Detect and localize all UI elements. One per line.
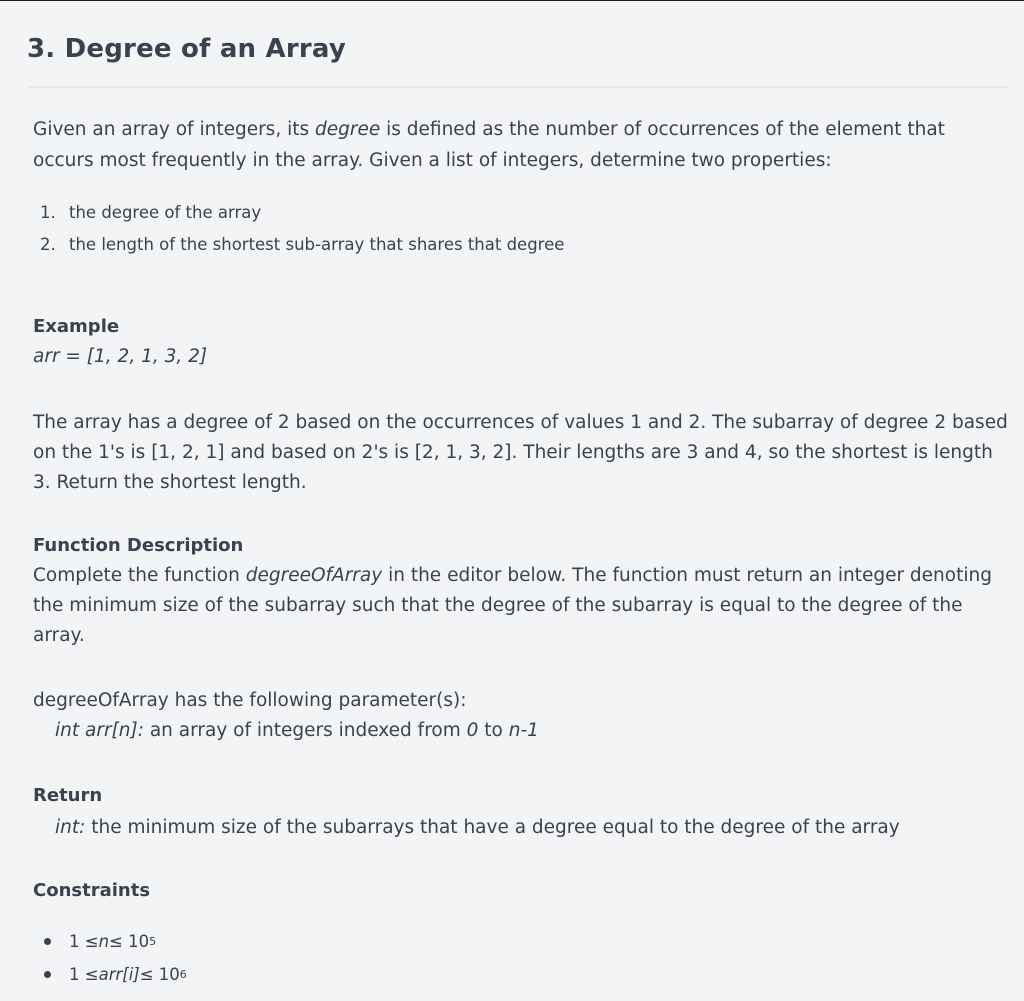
params-intro: degreeOfArray has the following parameter(s): xyxy=(33,690,467,711)
return-desc: the minimum size of the subarrays that have a degree equal to the degree of the array xyxy=(85,817,900,838)
param-upper: n-1 xyxy=(508,720,539,741)
constraint-post: ≤ 10 xyxy=(109,932,150,951)
param-name: int arr[n]: xyxy=(55,720,144,741)
function-description-heading: Function Description xyxy=(33,535,244,556)
list-number: 1. xyxy=(40,203,56,222)
example-array xyxy=(33,342,1008,372)
constraints-list xyxy=(33,925,1008,991)
top-border xyxy=(0,0,1024,1)
return-type: int: xyxy=(55,817,86,838)
return-text xyxy=(33,813,1008,843)
fd-text-rest: in the editor below. The function must return an integer denoting the minimum size of the subarray such that the degree of the subarray is equal to the degree of the array. xyxy=(33,565,992,646)
constraints-heading: Constraints xyxy=(33,880,151,901)
param-desc: an array of integers indexed from xyxy=(143,720,467,741)
constraint-post: ≤ 10 xyxy=(139,965,180,984)
intro-text: Given an array of integers, its xyxy=(33,119,315,140)
properties-list xyxy=(33,197,1008,261)
param-zero: 0 xyxy=(466,720,479,741)
title-divider xyxy=(27,86,1009,88)
intro-text-rest: is defined as the number of occurrences of the element that occurs most frequently in the array. Given a list of integers, determine two properties: xyxy=(33,119,945,171)
intro-paragraph xyxy=(33,114,1008,176)
constraint-var: arr[i] xyxy=(98,965,140,984)
list-number: 2. xyxy=(40,235,56,254)
example-array-text: arr = [1, 2, 1, 3, 2] xyxy=(33,346,208,367)
constraint-item: 1 ≤ arr[i] ≤ 10 6 xyxy=(33,958,1008,991)
constraint-var: n xyxy=(98,932,110,951)
list-item xyxy=(33,229,1008,261)
fd-text: Complete the function xyxy=(33,565,246,586)
page-title: 3. Degree of an Array xyxy=(27,34,346,64)
example-heading: Example xyxy=(33,316,120,337)
list-item xyxy=(33,197,1008,229)
param-to: to xyxy=(478,720,509,741)
degree-term: degree xyxy=(315,119,381,140)
example-explanation: The array has a degree of 2 based on the occurrences of values 1 and 2. The subarray of degree 2 based on the 1's is [1, 2, 1] and based on 2's is [2, 1, 3, 2]. Their lengths are 3 and 4, so the shortest is length 3. Return the shortest length. xyxy=(33,412,1008,493)
function-name: degreeOfArray xyxy=(245,565,383,586)
list-text: the length of the shortest sub-array that shares that degree xyxy=(69,235,565,254)
constraint-pre: 1 ≤ xyxy=(69,932,99,951)
bullet-icon xyxy=(44,971,51,978)
constraint-item: 1 ≤ n ≤ 10 5 xyxy=(33,925,1008,958)
constraint-pre: 1 ≤ xyxy=(69,965,99,984)
return-heading: Return xyxy=(33,785,103,806)
list-text: the degree of the array xyxy=(69,203,262,222)
function-description-text xyxy=(33,561,1008,651)
bullet-icon xyxy=(44,938,51,945)
problem-statement xyxy=(33,114,1008,991)
param-line xyxy=(33,716,1008,746)
